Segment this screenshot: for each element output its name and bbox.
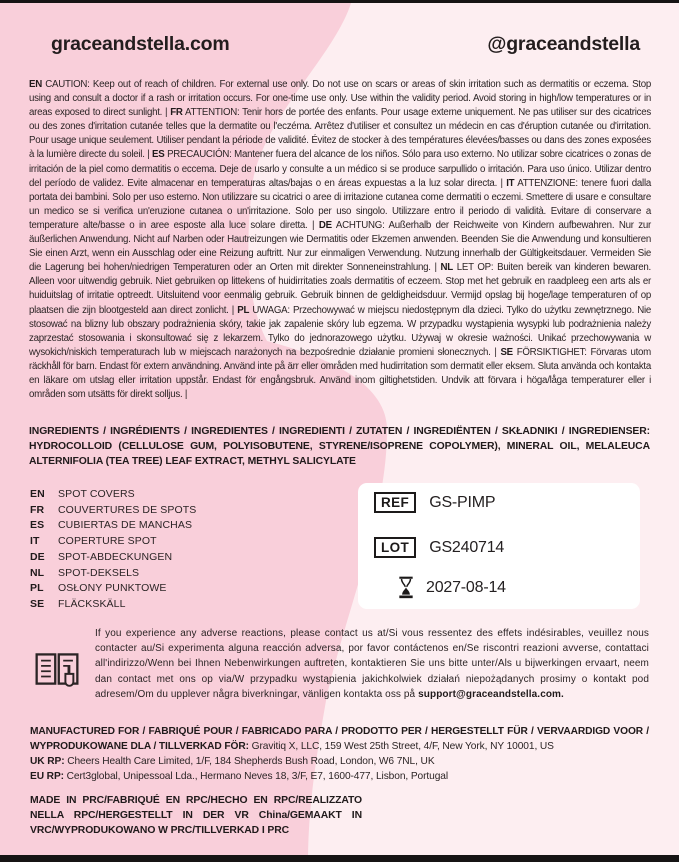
language-code: NL	[30, 566, 45, 579]
support-email: support@graceandstella.com.	[418, 688, 564, 700]
product-name: SPOT COVERS	[58, 488, 135, 500]
language-code: FR	[30, 503, 45, 516]
ref-symbol: REF	[374, 492, 416, 513]
product-name-language-list	[30, 487, 196, 613]
bottom-edge-bar	[0, 855, 679, 862]
caution-segment-es: ES PRECAUCIÓN: Mantener fuera del alcance de los niños. Sólo para uso externo. No utilizar sobre cicatrices o zonas de irritación de la piel como dermatitis o eccema. Deje de usarlo y consulte a un médico si se produce sarpullido o irritación. Para uso único. Utilizar dentro del período de validez. Evite almacenar en temperaturas altas/bajas o en áreas expuestas a la luz solar directa. |	[29, 149, 652, 189]
caution-segment-se: SE FÖRSIKTIGHET: Förvaras utom räckhåll för barn. Endast för extern användning. Använd inte på ärr eller områden med hudirritation som dermatit eller eksem. Sluta använda och kontakta en läkare om utslag eller irritation uppstår. Endast för engångsbruk. Använd inom giltighetstiden. Undvik att förvara i höga/låga temperaturer eller i områden som utsätts för direkt solljus. |	[29, 346, 651, 401]
lot-value: GS240714	[429, 538, 505, 556]
language-row-se	[30, 597, 196, 613]
product-name: CUBIERTAS DE MANCHAS	[58, 519, 193, 532]
eu-rp-line: EU RP: Cert3global, Unipessoal Lda., Hermano Neves 18, 3/F, E7, 1600-477, Lisbon, Portugal	[30, 771, 448, 783]
contact-body: If you experience any adverse reactions, please contact us at/Si vous ressentez des effets indésirables, veuillez nous contacter au/Si experimenta alguna reacción adversa, por favor contáctenos en/Se riscontri reazioni avverse, contattaci all'indirizzo/Wenn bei Ihnen Nebenwirkungen auftreten, kontaktieren Sie uns bitte unter/Als u bijwerkingen ervaart, neem dan contact met ons op via/W przypadku wystąpienia jakichkolwiek działań niepożądanych prosimy o kontakt pod adresem/Om du upplever några biverkningar, vänligen kontakta oss på	[95, 628, 649, 700]
expiry-row	[398, 576, 506, 599]
caution-segment-fr: FR ATTENTION: Tenir hors de portée des enfants. Pour usage externe uniquement. Ne pas utiliser sur des cicatrices ou des zones d'irritation cutanée telles que la dermatite ou l'eczéma. Arrêtez d'utiliser et consultez un médecin en cas d'éruption cutanée ou d'irritation. Pour usage unique seulement. Utiliser pendant la période de validité. Évitez de stocker à des températures élevées/basses ou dans des zones exposées à la lumière directe du soleil. |	[29, 107, 651, 161]
ref-value: GS-PIMP	[429, 493, 496, 511]
language-code: SE	[30, 597, 45, 610]
language-row-en	[30, 487, 196, 503]
language-code: IT	[30, 535, 40, 548]
adverse-reactions-text	[95, 626, 649, 702]
ingredients-text: INGREDIENTS / INGRÉDIENTS / INGREDIENTES / INGREDIENTI / ZUTATEN / INGREDIËNTEN / SKŁADNIKI / INGREDIENSER: HYDROCOLLOID (CELLULOSE GUM, POLYISOBUTENE, STYRENE/ISOPRENE COPOLYMER), MINERAL OIL, MELALEUCA ALTERNIFOLIA (TEA TREE) LEAF EXTRACT, METHYL SALICYLATE	[29, 426, 650, 467]
language-row-it	[30, 534, 196, 550]
language-row-pl	[30, 581, 196, 597]
language-row-fr	[30, 503, 196, 519]
caution-segment-pl: PL UWAGA: Przechowywać w miejscu niedostępnym dla dzieci. Tylko do użytku zewnętrznego. Nie stosować na blizny lub obszary podrażnienia skóry, takie jak zapalenie skóry lub egzema. W przypadku wystąpienia wysypki lub podrażnienia należy zaprzestać stosowania i skonsultować się z lekarzem. Tylko do jednorazowego użytku. Używaj w okresie ważności. Unikać przechowywania w wysokich/niskich temperaturach lub w miejscach narażonych na bezpośrednie działanie promieni słonecznych. |	[29, 304, 651, 358]
language-code: PL	[30, 582, 44, 595]
consult-instructions-booklet-icon	[34, 650, 80, 696]
language-row-nl	[30, 566, 196, 582]
expiry-date: 2027-08-14	[426, 578, 506, 596]
manufactured-for-line: MANUFACTURED FOR / FABRIQUÉ POUR / FABRICADO PARA / PRODOTTO PER / HERGESTELLT FÜR / VERVAARDIGD VOOR / WYPRODUKOWANE DLA / TILLVERKAD FÖR: Gravitiq X, LLC, 159 West 25th Street, 4/F, New York, NY 10001, US	[30, 726, 649, 753]
caution-segment-en: EN CAUTION: Keep out of reach of children. For external use only. Do not use on scars or areas of skin irritation such as dermatitis or eczema. Stop using and consult a doctor if a rash or irritation occurs. For one-time use only. Use within the validity period. Avoid storing in high/low temperatures or in areas exposed to direct sunlight. |	[29, 79, 651, 119]
caution-segment-nl: NL LET OP: Buiten bereik van kinderen bewaren. Alleen voor uitwendig gebruik. Niet gebruiken op littekens of huidirritaties zoals dermatitis of eczeem. Stop met het gebruik en raadpleeg een arts als er huiduitslag of irritatie optreedt. Uitsluitend voor eenmalig gebruik. Gebruik binnen de geldigheidsduur. Vermijd opslag bij hoge/lage temperaturen of op plaatsen die zijn blootgesteld aan direct zonlicht. |	[29, 262, 651, 316]
product-name: OSŁONY PUNKTOWE	[58, 582, 167, 595]
uk-rp-line: UK RP: Cheers Health Care Limited, 1/F, 184 Shepherds Bush Road, London, W6 7NL, UK	[30, 756, 435, 768]
language-row-de	[30, 550, 196, 566]
made-in-text: MADE IN PRC/FABRIQUÉ EN RPC/HECHO EN RPC/REALIZZATO NELLA RPC/HERGESTELLT IN DER VR China/GEMAAKT IN VRC/WYPRODUKOWANO W PRC/TILLVERKAD I PRC	[30, 795, 362, 837]
product-name: SPOT-ABDECKUNGEN	[58, 550, 173, 563]
language-code: ES	[30, 519, 45, 532]
language-code: DE	[30, 550, 45, 563]
regulatory-info-box	[358, 483, 640, 609]
ref-row	[374, 492, 495, 513]
top-edge-bar	[0, 0, 679, 3]
lot-symbol: LOT	[374, 537, 416, 558]
social-handle: @graceandstella	[487, 33, 640, 55]
product-name: FLÄCKSKÄLL	[58, 597, 126, 610]
hourglass-icon	[398, 576, 414, 599]
caution-segment-it: IT ATTENZIONE: tenere fuori dalla portata dei bambini. Solo per uso esterno. Non utilizzare su cicatrici o aree di irritazione cutanea come dermatiti o eczemi. Smettere di usare e consultare un medico se si verifica un'eruzione cutanea o un'irritazione. Solo per uso singolo. Utilizzare entro il periodo di validità. Evitare di conservare a temperature alte/basse o in aree esposte alla luce solare diretta. |	[29, 177, 651, 231]
lot-row	[374, 537, 504, 558]
header	[51, 33, 640, 56]
product-name: COPERTURE SPOT	[58, 535, 157, 548]
website-url: graceandstella.com	[51, 33, 230, 55]
language-row-es	[30, 518, 196, 534]
manufacturer-info	[30, 724, 649, 784]
product-name: COUVERTURES DE SPOTS	[58, 503, 197, 516]
product-name: SPOT-DEKSELS	[58, 566, 140, 579]
language-code: EN	[30, 488, 45, 500]
caution-multilanguage-text	[29, 78, 651, 402]
caution-segment-de: DE ACHTUNG: Außerhalb der Reichweite von Kindern aufbewahren. Nur zur äußerlichen Anwendung. Nicht auf Narben oder Hautreizungen wie Dermatitis oder Ekzemen anwenden. Beenden Sie die Anwendung und konsultieren Sie einen Arzt, wenn ein Ausschlag oder eine Reizung auftritt. Nur zur einmaligen Verwendung. Nutzung innerhalb der Gültigkeitsdauer. Vermeiden Sie die Lagerung bei hohen/niedrigen Temperaturen oder an Orten mit direkter Sonneneinstrahlung. |	[29, 219, 651, 274]
